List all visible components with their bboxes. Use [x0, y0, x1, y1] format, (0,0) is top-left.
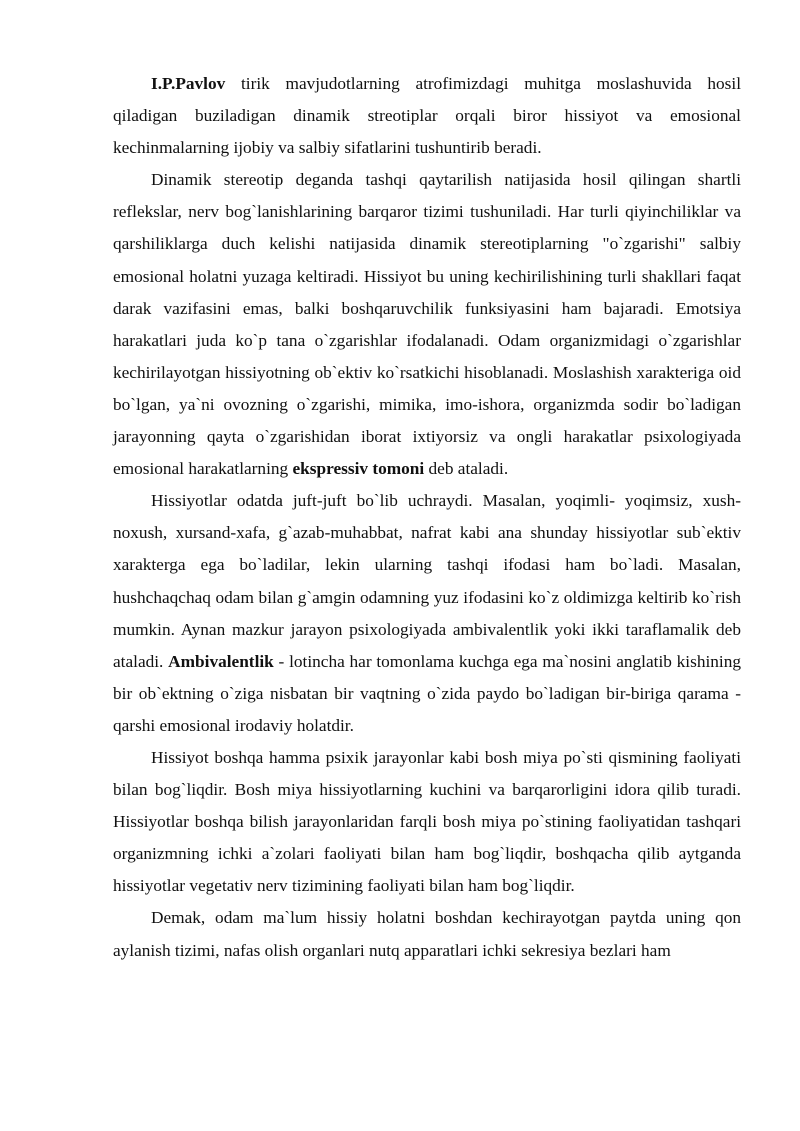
paragraph-ambivalence	[113, 485, 741, 742]
bold-term-ambivalence: Ambivalentlik	[168, 651, 274, 671]
paragraph-text: Hissiyotlar odatda juft-juft bo`lib uchraydi. Masalan, yoqimli- yoqimsiz, xush-noxush, xursand-xafa, g`azab-muhabbat, nafrat kabi ana shunday hissiyotlar sub`ektiv xarakterga ega bo`ladilar, lekin ularning tashqi ifodasi ham bo`ladi. Masalan, hushchaqchaq odam bilan g`amgin odamning yuz ifodasini ko`z oldimizga keltirib ko`rish mumkin. Aynan mazkur jarayon psixologiyada ambivalentlik yoki ikki taraflamalik deb ataladi.	[113, 491, 741, 671]
paragraph-conclusion	[113, 902, 741, 966]
paragraph-text: tirik mavjudotlarning atrofimizdagi muhitga moslashuvida hosil qiladigan buziladigan dinamik streotiplar orqali biror hissiyot va emosional kechinmalarning ijobiy va salbiy sifatlarini tushuntirib beradi.	[113, 74, 741, 158]
paragraph-brain-cortex	[113, 742, 741, 902]
paragraph-dynamic-stereotype	[113, 164, 741, 485]
paragraph-pavlov	[113, 68, 741, 164]
paragraph-text: deb ataladi.	[424, 459, 509, 479]
bold-term-expressive-side: ekspressiv tomoni	[292, 459, 425, 479]
paragraph-text: Hissiyot boshqa hamma psixik jarayonlar kabi bosh miya po`sti qismining faoliyati bilan bog`liqdir. Bosh miya hissiyotlarning kuchini va barqarorligini idora qilib turadi. Hissiyotlar boshqa bilish jarayonlaridan farqli bosh miya po`stining faoliyatidan tashqari organizmning ichki a`zolari faoliyati bilan ham bog`liqdir, boshqacha qilib aytganda hissiyotlar vegetativ nerv tizimining faoliyati bilan ham bog`liqdir.	[113, 747, 741, 896]
paragraph-text: Dinamik stereotip deganda tashqi qaytarilish natijasida hosil qilingan shartli reflekslar, nerv bog`lanishlarining barqaror tizimi tushuniladi. Har turli qiyinchiliklar va qarshiliklarga duch kelishi natijasida dinamik stereotiplarning "o`zgarishi" salbiy emosional holatni yuzaga keltiradi. Hissiyot bu uning kechirilishining turli shakllari faqat darak vazifasini emas, balki boshqaruvchilik funksiyasini ham bajaradi. Emotsiya harakatlari juda ko`p tana o`zgarishlar ifodalanadi. Odam organizmidagi o`zgarishlar kechirilayotgan hissiyotning ob`ektiv ko`rsatkichi hisoblanadi. Moslashish xarakteriga oid bo`lgan, ya`ni ovozning o`zgarishi, mimika, imo-ishora, organizmda sodir bo`ladigan jarayonning qayta o`zgarishidan iborat ixtiyorsiz va ongli harakatlar psixologiyada emosional harakatlarning	[113, 170, 741, 479]
paragraph-text: - lotincha har tomonlama kuchga ega ma`nosini anglatib kishining bir ob`ektning o`ziga nisbatan bir vaqtning o`zida paydo bo`ladigan bir-biriga qarama - qarshi emosional irodaviy holatdir.	[113, 651, 741, 735]
paragraph-text: Demak, odam ma`lum hissiy holatni boshdan kechirayotgan paytda uning qon aylanish tizimi, nafas olish organlari nutq apparatlari ichki sekresiya bezlari ham	[113, 908, 741, 960]
document-page	[113, 68, 741, 967]
bold-term-pavlov: I.P.Pavlov	[151, 74, 226, 93]
